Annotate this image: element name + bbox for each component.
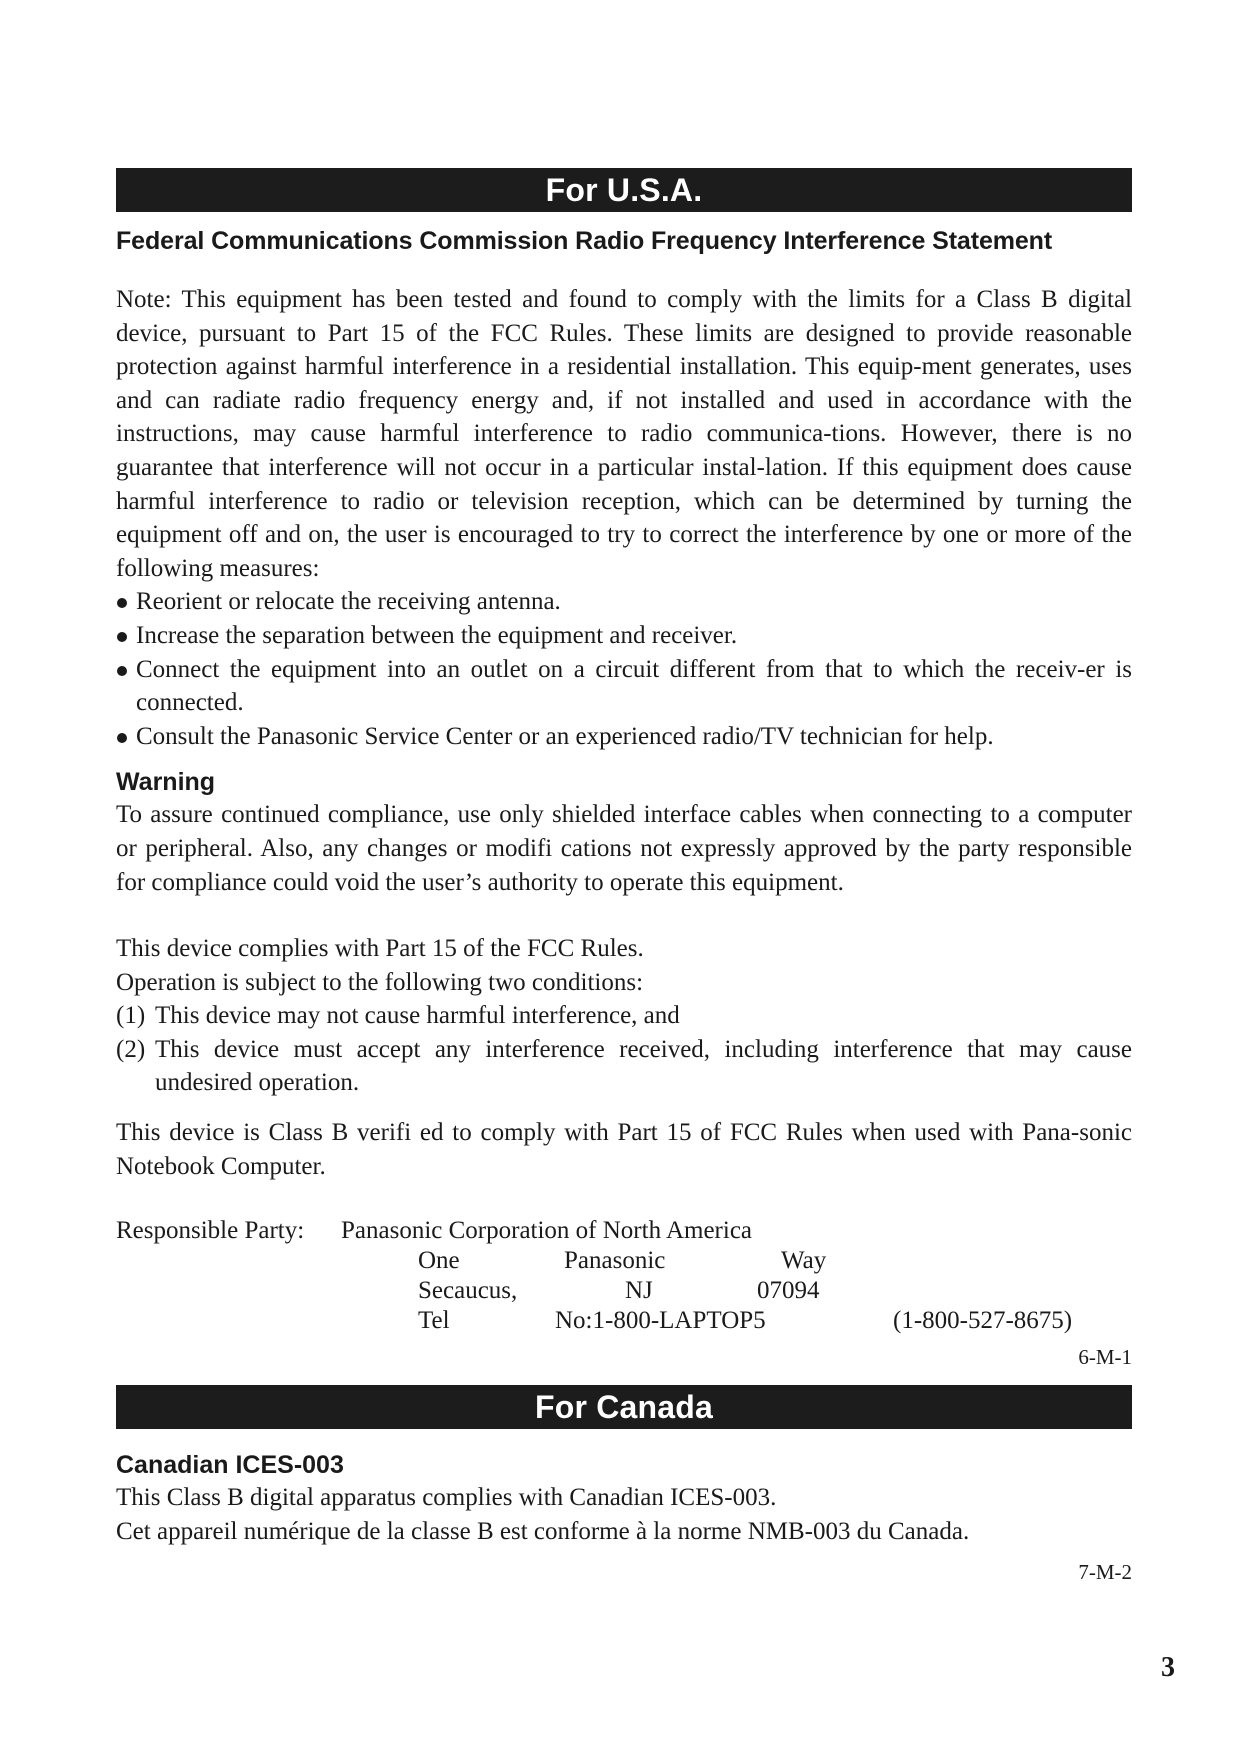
operation-line: Operation is subject to the following two conditions: [116, 968, 644, 996]
warning-paragraph: To assure continued compliance, use only shielded interface cables when connecting to a computer or peripheral. Also, any changes or modifi cations not expressly approved by the party responsible for compliance could void the user’s authority to operate this equipment. [116, 801, 1132, 896]
bullet-icon [117, 733, 127, 743]
address-line-2a: Secaucus, [418, 1277, 518, 1305]
address-line-2c: 07094 [757, 1277, 820, 1305]
responsible-company: Panasonic Corporation of North America [341, 1217, 753, 1245]
canada-line-1: This Class B digital apparatus complies with Canadian ICES-003. [116, 1484, 777, 1512]
canada-heading: Canadian ICES-003 [116, 1451, 344, 1480]
canada-doc-code: 7-M-2 [1078, 1560, 1132, 1585]
address-line-2b: NJ [625, 1277, 653, 1305]
address-line-1b: Panasonic [564, 1247, 666, 1275]
usa-doc-code: 6-M-1 [1078, 1345, 1132, 1370]
measures-list [116, 585, 1132, 753]
fcc-note-paragraph: Note: This equipment has been tested and found to comply with the limits for a Class B digital device, pursuant to Part 15 of the FCC Rules. These limits are designed to provide reasonable protection against harmful interference in a residential installation. This equip-ment generates, uses and can radiate radio frequency energy and, if not installed and used in accordance with the instructions, may cause harmful interference to radio communica-tions. However, there is no guarantee that interference will not occur in a particular instal-lation. If this equipment does cause harmful interference to radio or television reception, which can be determined by turning the equipment off and on, the user is encouraged to try to correct the interference by one or more of the following measures: [116, 286, 1132, 582]
usa-banner: For U.S.A. [116, 168, 1132, 212]
bullet-icon [117, 666, 127, 676]
address-line-1c: Way [781, 1247, 827, 1275]
list-item: Consult the Panasonic Service Center or an experienced radio/TV technician for help. [116, 720, 1132, 754]
condition-item: (1) This device may not cause harmful interference, and [116, 1002, 680, 1030]
condition-item: (2) This device must accept any interference received, including interference that may cause undesired operation. [116, 1035, 1132, 1097]
canada-line-2: Cet appareil numérique de la classe B est conforme à la norme NMB-003 du Canada. [116, 1517, 970, 1545]
tel-digits: (1-800-527-8675) [893, 1307, 1073, 1335]
bullet-icon [117, 632, 127, 642]
bullet-icon [117, 598, 127, 608]
page-number: 3 [1161, 1652, 1175, 1683]
responsible-label: Responsible Party: [116, 1217, 305, 1245]
list-item: Connect the equipment into an outlet on a circuit different from that to which the receiv-er is connected. [116, 653, 1132, 720]
list-item: Increase the separation between the equipment and receiver. [116, 619, 1132, 653]
classb-paragraph: This device is Class B verifi ed to comply with Part 15 of FCC Rules when used with Pana-sonic Notebook Computer. [116, 1119, 1132, 1180]
tel-label: Tel [418, 1307, 450, 1335]
address-line-1a: One [418, 1247, 460, 1275]
responsible-party-block [116, 1216, 1132, 1336]
fcc-heading: Federal Communications Commission Radio Frequency Interference Statement [116, 227, 1053, 255]
canada-banner: For Canada [116, 1385, 1132, 1429]
complies-line: This device complies with Part 15 of the FCC Rules. [116, 935, 644, 963]
document-page [116, 168, 1132, 1585]
tel-number: No:1-800-LAPTOP5 [555, 1307, 766, 1335]
list-item: Reorient or relocate the receiving antenna. [116, 585, 1132, 619]
warning-heading: Warning [116, 768, 216, 797]
